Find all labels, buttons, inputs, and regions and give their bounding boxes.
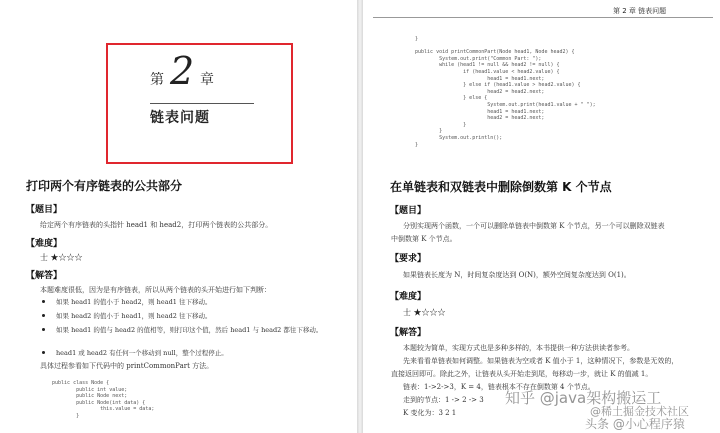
left-bullet-1: 如果 head1 的值小于 head2，则 head1 往下移动。: [56, 298, 212, 306]
running-head: 第 2 章 链表问题: [613, 7, 667, 15]
right-difficulty-heading: 【难度】: [390, 292, 427, 302]
right-requirement-text: 如果链表长度为 N，时间复杂度达到 O(N)，额外空间复杂度达到 O(1)。: [403, 271, 631, 279]
left-topic-text: 给定两个有序链表的头指针 head1 和 head2，打印两个链表的公共部分。: [40, 221, 273, 229]
right-answer-line-1: 本题较为简单，实现方式也是多种多样的，本书提供一种方法供读者参考。: [403, 344, 634, 352]
left-bullet-3: 如果 head1 的值与 head2 的值相等，则打印这个值，然后 head1 与 head2 都往下移动。: [56, 326, 323, 334]
chapter-suffix: 章: [200, 72, 214, 88]
bullet-dot: [42, 351, 45, 354]
left-answer-heading: 【解答】: [26, 271, 63, 281]
running-head-rule: [373, 17, 713, 18]
left-code-block: public class Node { public int value; public Node next; public Node(int data) { this.value = data; }: [52, 380, 155, 419]
left-code-intro: 具体过程参看如下代码中的 printCommonPart 方法。: [40, 362, 214, 370]
right-topic-text-2: 中倒数第 K 个节点。: [391, 235, 457, 243]
right-section-title: 在单链表和双链表中删除倒数第 K 个节点: [390, 180, 612, 194]
watermark-zhihu: 知乎 @java架构搬运工: [505, 389, 662, 407]
left-page: [0, 0, 357, 433]
bullet-dot: [42, 314, 45, 317]
right-requirement-heading: 【要求】: [390, 254, 427, 264]
left-difficulty-heading: 【难度】: [26, 239, 63, 249]
right-page: [363, 0, 720, 433]
chapter-prefix: 第: [150, 72, 164, 88]
right-answer-line-5: 走到的节点：1 -> 2 -> 3: [403, 396, 484, 404]
right-answer-line-4: 链表：1->2->3，K = 4，链表根本不存在倒数第 4 个节点。: [403, 383, 595, 391]
right-answer-line-3: 直接返回即可。除此之外，让链表从头开始走到尾，每移动一步，就让 K 的值减 1。: [391, 370, 653, 378]
chapter-number: 2: [170, 49, 195, 93]
right-answer-line-6: K 变化为：3 2 1: [403, 409, 457, 417]
left-bullet-2: 如果 head2 的值小于 head1，则 head2 往下移动。: [56, 312, 212, 320]
left-section-title: 打印两个有序链表的公共部分: [26, 179, 183, 193]
right-topic-heading: 【题目】: [390, 206, 427, 216]
right-difficulty-stars: 士 ★☆☆☆: [403, 308, 446, 317]
chapter-title: 链表问题: [150, 110, 210, 126]
left-bullet-4: head1 或 head2 有任何一个移动到 null，整个过程停止。: [56, 349, 228, 357]
watermark-toutiao: 头条 @小心程序猿: [585, 417, 685, 431]
right-answer-heading: 【解答】: [390, 328, 427, 338]
right-topic-text-1: 分别实现两个函数，一个可以删除单链表中倒数第 K 个节点，另一个可以删除双链表: [403, 222, 665, 230]
chapter-heading-box: [106, 43, 293, 164]
chapter-rule: [150, 103, 254, 104]
left-difficulty-stars: 士 ★☆☆☆: [40, 253, 83, 262]
left-answer-intro: 本题难度很低，因为是有序链表，所以从两个链表的头开始进行如下判断：: [40, 286, 271, 294]
bullet-dot: [42, 328, 45, 331]
left-topic-heading: 【题目】: [26, 205, 63, 215]
watermark-juejin: @稀土掘金技术社区: [590, 405, 689, 418]
bullet-dot: [42, 300, 45, 303]
right-code-block: } public void printCommonPart(Node head1, Node head2) { System.out.print("Common Part: "); while (head1 != null && head2 != null) { if (head1.value < head2.value) { head1 = head1.next; } else if (head1.value > head2.value) { head2 = head2.next; } else { System.out.print(head1.value + " "); head1 = head1.next; head2 = head2.next; } } System.out.println(); }: [415, 36, 596, 148]
right-answer-line-2: 先来看看单链表如何调整。如果链表为空或者 K 值小于 1，这种情况下，参数是无效的，: [403, 357, 679, 365]
